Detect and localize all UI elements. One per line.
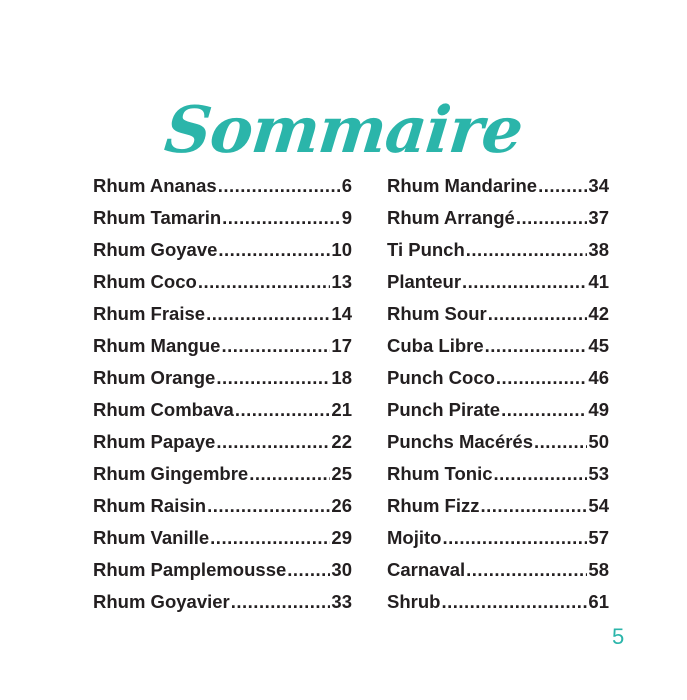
toc-entry-page: 14 bbox=[331, 303, 352, 324]
dot-leader bbox=[442, 522, 587, 554]
toc-entry-label: Rhum Papaye bbox=[93, 431, 216, 452]
toc-entry[interactable] bbox=[387, 266, 609, 298]
toc-entry-page: 57 bbox=[588, 527, 609, 548]
toc-entry-page: 29 bbox=[331, 527, 352, 548]
toc-entry-label: Rhum Sour bbox=[387, 303, 487, 324]
toc-entry-label: Shrub bbox=[387, 591, 441, 612]
toc-entry-label: Rhum Gingembre bbox=[93, 463, 249, 484]
toc-right-column bbox=[387, 170, 609, 618]
dot-leader bbox=[462, 266, 587, 298]
toc-entry[interactable] bbox=[93, 362, 352, 394]
page-title: Sommaire bbox=[161, 92, 526, 168]
toc-entry-page: 17 bbox=[331, 335, 352, 356]
dot-leader bbox=[235, 394, 331, 426]
toc-entry-page: 41 bbox=[588, 271, 609, 292]
toc-entry-page: 33 bbox=[331, 591, 352, 612]
dot-leader bbox=[198, 266, 331, 298]
toc-entry-page: 58 bbox=[588, 559, 609, 580]
toc-entry-label: Rhum Coco bbox=[93, 271, 197, 292]
dot-leader bbox=[218, 234, 330, 266]
dot-leader bbox=[466, 234, 588, 266]
toc-entry[interactable] bbox=[93, 394, 352, 426]
toc-entry-page: 38 bbox=[588, 239, 609, 260]
dot-leader bbox=[218, 170, 341, 202]
toc-entry-page: 34 bbox=[588, 175, 609, 196]
dot-leader bbox=[231, 586, 331, 618]
toc-entry-label: Carnaval bbox=[387, 559, 466, 580]
toc-left-column bbox=[93, 170, 352, 618]
toc-entry-label: Punchs Macérés bbox=[387, 431, 534, 452]
toc-entry[interactable] bbox=[93, 522, 352, 554]
toc-entry-page: 42 bbox=[588, 303, 609, 324]
toc-entry[interactable] bbox=[387, 170, 609, 202]
toc-entry[interactable] bbox=[387, 522, 609, 554]
toc-entry-label: Rhum Orange bbox=[93, 367, 216, 388]
toc-entry-label: Punch Pirate bbox=[387, 399, 501, 420]
toc-entry-page: 13 bbox=[331, 271, 352, 292]
toc-entry-page: 50 bbox=[588, 431, 609, 452]
toc-entry[interactable] bbox=[93, 202, 352, 234]
dot-leader bbox=[538, 170, 587, 202]
toc-entry[interactable] bbox=[387, 586, 609, 618]
toc-entry[interactable] bbox=[93, 170, 352, 202]
toc-entry[interactable] bbox=[93, 298, 352, 330]
toc-entry-page: 6 bbox=[341, 175, 352, 196]
dot-leader bbox=[501, 394, 587, 426]
toc-entry-label: Rhum Mandarine bbox=[387, 175, 538, 196]
toc-entry[interactable] bbox=[93, 426, 352, 458]
dot-leader bbox=[216, 426, 330, 458]
toc-entry-label: Planteur bbox=[387, 271, 462, 292]
toc-entry-label: Rhum Vanille bbox=[93, 527, 210, 548]
dot-leader bbox=[210, 522, 330, 554]
toc-entry-page: 37 bbox=[588, 207, 609, 228]
toc-entry-page: 21 bbox=[331, 399, 352, 420]
toc-entry[interactable] bbox=[387, 554, 609, 586]
toc-entry[interactable] bbox=[387, 202, 609, 234]
dot-leader bbox=[488, 298, 588, 330]
toc-entry-page: 25 bbox=[331, 463, 352, 484]
toc-entry[interactable] bbox=[93, 490, 352, 522]
toc-entry-label: Cuba Libre bbox=[387, 335, 484, 356]
toc-entry[interactable] bbox=[387, 490, 609, 522]
toc-entry[interactable] bbox=[387, 234, 609, 266]
dot-leader bbox=[496, 362, 588, 394]
toc-entry[interactable] bbox=[387, 362, 609, 394]
toc-entry-page: 61 bbox=[588, 591, 609, 612]
toc-entry-label: Rhum Pamplemousse bbox=[93, 559, 287, 580]
toc-entry-label: Rhum Goyave bbox=[93, 239, 218, 260]
toc-entry[interactable] bbox=[387, 458, 609, 490]
dot-leader bbox=[249, 458, 330, 490]
toc-entry-page: 22 bbox=[331, 431, 352, 452]
toc-entry-page: 18 bbox=[331, 367, 352, 388]
toc-entry-label: Rhum Tamarin bbox=[93, 207, 222, 228]
toc-entry-page: 26 bbox=[331, 495, 352, 516]
dot-leader bbox=[485, 330, 588, 362]
toc-entry-label: Mojito bbox=[387, 527, 442, 548]
dot-leader bbox=[516, 202, 588, 234]
dot-leader bbox=[441, 586, 587, 618]
dot-leader bbox=[534, 426, 587, 458]
toc-entry-label: Rhum Tonic bbox=[387, 463, 493, 484]
toc-entry[interactable] bbox=[93, 554, 352, 586]
toc-entry[interactable] bbox=[93, 458, 352, 490]
dot-leader bbox=[494, 458, 588, 490]
toc-entry[interactable] bbox=[93, 586, 352, 618]
toc-entry-label: Rhum Combava bbox=[93, 399, 234, 420]
toc-entry-page: 54 bbox=[588, 495, 609, 516]
dot-leader bbox=[481, 490, 588, 522]
dot-leader bbox=[216, 362, 330, 394]
toc-entry-label: Punch Coco bbox=[387, 367, 495, 388]
toc-entry-page: 9 bbox=[341, 207, 352, 228]
toc-entry-page: 46 bbox=[588, 367, 609, 388]
toc-entry[interactable] bbox=[93, 234, 352, 266]
toc-entry-label: Rhum Ananas bbox=[93, 175, 217, 196]
dot-leader bbox=[466, 554, 587, 586]
toc-entry[interactable] bbox=[93, 330, 352, 362]
toc-entry-label: Rhum Fizz bbox=[387, 495, 480, 516]
toc-entry-label: Rhum Raisin bbox=[93, 495, 207, 516]
toc-entry-label: Rhum Goyavier bbox=[93, 591, 230, 612]
toc-entry-label: Rhum Arrangé bbox=[387, 207, 515, 228]
dot-leader bbox=[221, 330, 330, 362]
toc-entry[interactable] bbox=[387, 330, 609, 362]
toc-entry[interactable] bbox=[93, 266, 352, 298]
toc-entry[interactable] bbox=[387, 298, 609, 330]
toc-entry[interactable] bbox=[387, 426, 609, 458]
toc-entry-page: 10 bbox=[331, 239, 352, 260]
toc-entry-page: 45 bbox=[588, 335, 609, 356]
toc-entry-label: Ti Punch bbox=[387, 239, 465, 260]
page-number: 5 bbox=[612, 624, 625, 649]
toc-entry-page: 49 bbox=[588, 399, 609, 420]
toc-entry-page: 30 bbox=[331, 559, 352, 580]
dot-leader bbox=[287, 554, 330, 586]
dot-leader bbox=[206, 298, 330, 330]
dot-leader bbox=[207, 490, 330, 522]
toc-entry-page: 53 bbox=[588, 463, 609, 484]
dot-leader bbox=[222, 202, 341, 234]
toc-entry-label: Rhum Fraise bbox=[93, 303, 206, 324]
toc-entry-label: Rhum Mangue bbox=[93, 335, 221, 356]
toc-entry[interactable] bbox=[387, 394, 609, 426]
